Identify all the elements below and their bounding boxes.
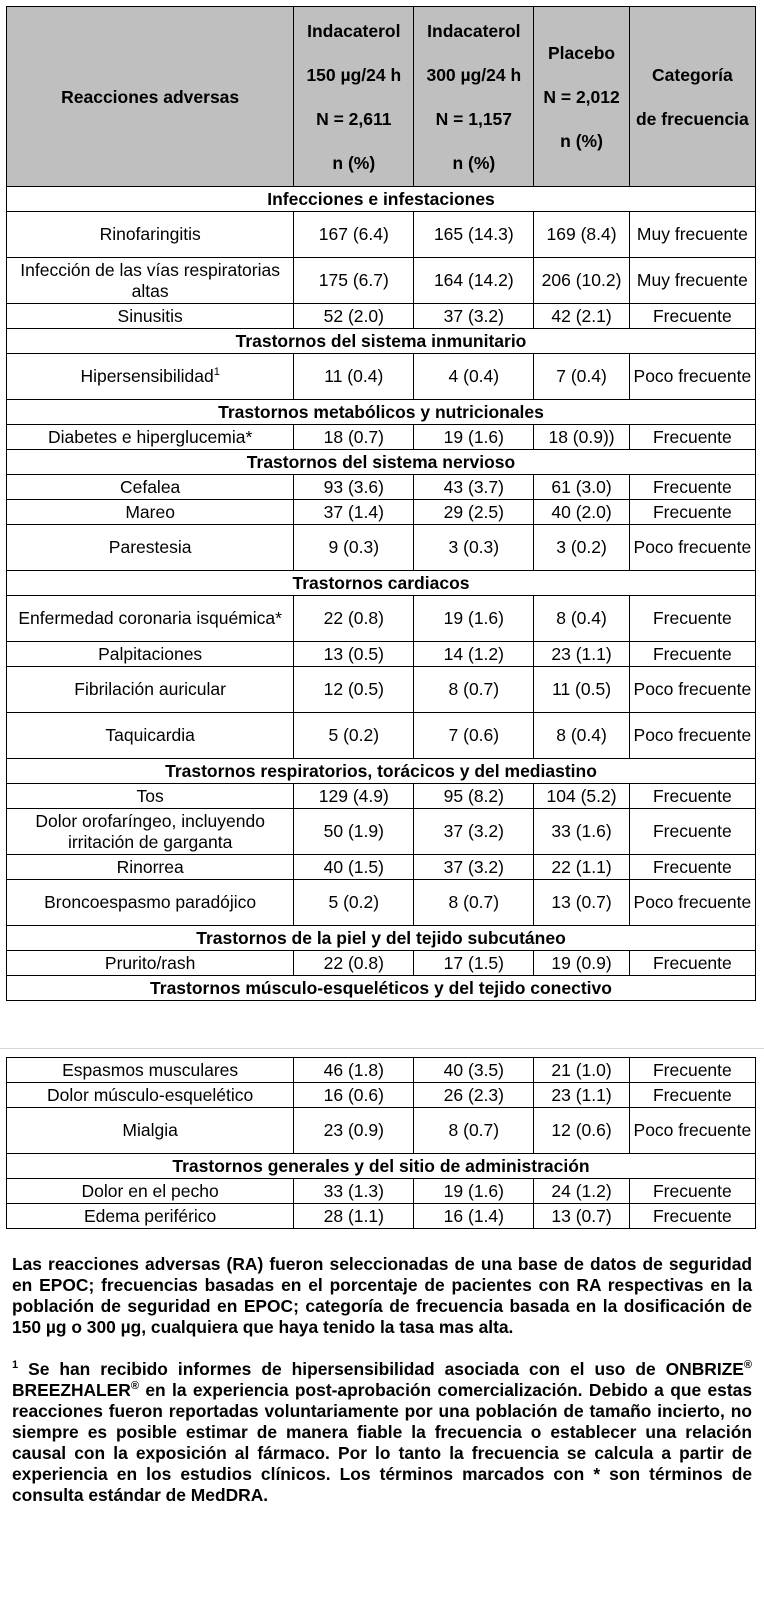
table-row: Parestesia 9 (0.3) 3 (0.3) 3 (0.2) Poco frecuente (7, 525, 756, 571)
section-row: Trastornos respiratorios, torácicos y del mediastino (7, 759, 756, 784)
section-row: Infecciones e infestaciones (7, 187, 756, 212)
header-indacaterol-300: Indacaterol 300 µg/24 h N = 1,157 n (%) (414, 7, 534, 187)
section-row: Trastornos metabólicos y nutricionales (7, 400, 756, 425)
table-row: Sinusitis 52 (2.0) 37 (3.2) 42 (2.1) Frecuente (7, 304, 756, 329)
table-row: Dolor músculo-esquelético 16 (0.6) 26 (2.3) 23 (1.1) Frecuente (7, 1083, 756, 1108)
table-row: Espasmos musculares 46 (1.8) 40 (3.5) 21 (1.0) Frecuente (7, 1058, 756, 1083)
table-row: Diabetes e hiperglucemia* 18 (0.7) 19 (1.6) 18 (0.9)) Frecuente (7, 425, 756, 450)
header-categoria: Categoría de frecuencia (629, 7, 755, 187)
table-row: Palpitaciones 13 (0.5) 14 (1.2) 23 (1.1) Frecuente (7, 642, 756, 667)
adverse-reactions-table-continued (6, 1057, 756, 1229)
table-row: Edema periférico 28 (1.1) 16 (1.4) 13 (0.7) Frecuente (7, 1204, 756, 1229)
table-footnotes (12, 1254, 752, 1506)
table-row: Mialgia 23 (0.9) 8 (0.7) 12 (0.6) Poco frecuente (7, 1108, 756, 1154)
table-row: Rinorrea 40 (1.5) 37 (3.2) 22 (1.1) Frecuente (7, 855, 756, 880)
header-indacaterol-150: Indacaterol 150 µg/24 h N = 2,611 n (%) (294, 7, 414, 187)
footnote-hypersensitivity: $^1$ Se han recibido informes de hipersensibilidad asociada con el uso de ONBRIZE® BREEZHALER® en la experiencia post-aprobación comercialización. Debido a que estas reacciones fueron reportadas voluntariamente por una población de tamaño incierto, no siempre es posible estimar de manera fiable la frecuencia o establecer una relación causal con la exposición al fármaco. Por lo tanto la frecuencia se calcula a partir de experiencia en los estudios clínicos. Los términos marcados con * son términos de consulta estándar de MedDRA. (12, 1359, 752, 1505)
section-row: Trastornos del sistema inmunitario (7, 329, 756, 354)
table-row: Dolor orofaríngeo, incluyendo irritación de garganta 50 (1.9) 37 (3.2) 33 (1.6) Frecuente (7, 809, 756, 855)
section-row: Trastornos del sistema nervioso (7, 450, 756, 475)
table-row: Cefalea 93 (3.6) 43 (3.7) 61 (3.0) Frecuente (7, 475, 756, 500)
table-row: Prurito/rash 22 (0.8) 17 (1.5) 19 (0.9) Frecuente (7, 951, 756, 976)
table-row: Rinofaringitis 167 (6.4) 165 (14.3) 169 (8.4) Muy frecuente (7, 212, 756, 258)
table-row: Taquicardia 5 (0.2) 7 (0.6) 8 (0.4) Poco frecuente (7, 713, 756, 759)
header-reacciones: Reacciones adversas (7, 7, 294, 187)
section-row: Trastornos de la piel y del tejido subcutáneo (7, 926, 756, 951)
table-row: Dolor en el pecho 33 (1.3) 19 (1.6) 24 (1.2) Frecuente (7, 1179, 756, 1204)
table-row: Enfermedad coronaria isquémica* 22 (0.8) 19 (1.6) 8 (0.4) Frecuente (7, 596, 756, 642)
section-row: Trastornos músculo-esqueléticos y del tejido conectivo (7, 976, 756, 1001)
section-row: Trastornos cardiacos (7, 571, 756, 596)
table-row: Hipersensibilidad$^1$ 11 (0.4) 4 (0.4) 7 (0.4) Poco frecuente (7, 354, 756, 400)
table-row: Broncoespasmo paradójico 5 (0.2) 8 (0.7) 13 (0.7) Poco frecuente (7, 880, 756, 926)
table-row: Tos 129 (4.9) 95 (8.2) 104 (5.2) Frecuente (7, 784, 756, 809)
section-row: Trastornos generales y del sitio de administración (7, 1154, 756, 1179)
table-row: Fibrilación auricular 12 (0.5) 8 (0.7) 11 (0.5) Poco frecuente (7, 667, 756, 713)
footnote-paragraph: Las reacciones adversas (RA) fueron seleccionadas de una base de datos de seguridad en EPOC; frecuencias basadas en el porcentaje de pacientes con RA respectivas en la población de seguridad en EPOC; categoría de frecuencia basada en la dosificación de 150 µg o 300 µg, cualquiera que haya tenido la tasa mas alta. (12, 1254, 752, 1337)
page-break-line (0, 1048, 764, 1049)
header-placebo: Placebo N = 2,012 n (%) (534, 7, 629, 187)
adverse-reactions-table (6, 6, 756, 1001)
table-row: Infección de las vías respiratorias altas 175 (6.7) 164 (14.2) 206 (10.2) Muy frecuente (7, 258, 756, 304)
table-row: Mareo 37 (1.4) 29 (2.5) 40 (2.0) Frecuente (7, 500, 756, 525)
table-header-row (7, 7, 756, 187)
